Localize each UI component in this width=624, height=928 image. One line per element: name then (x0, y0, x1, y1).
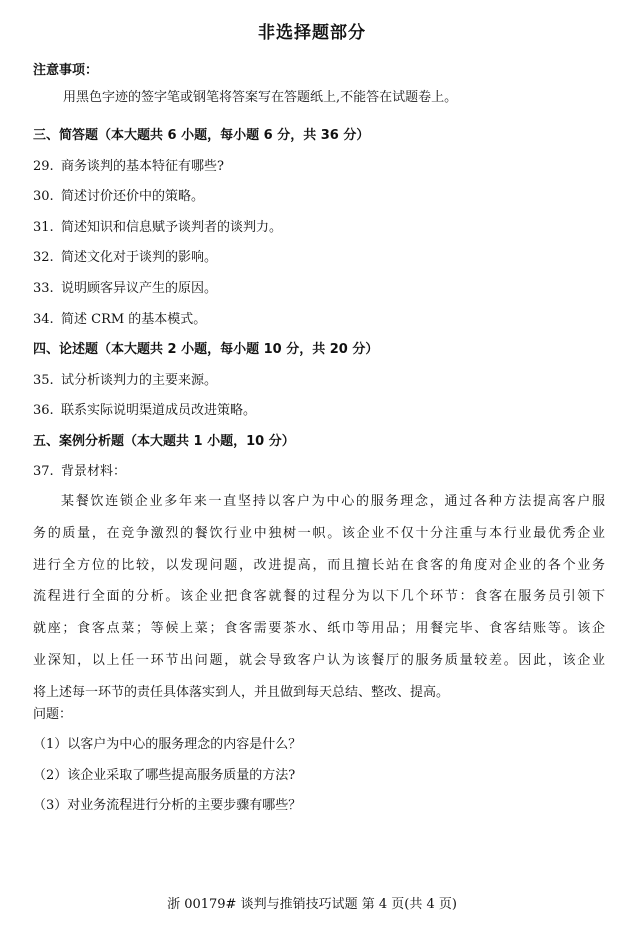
question-number: 36. (33, 403, 54, 418)
question-number: 37. (33, 464, 54, 479)
question-36 (33, 399, 256, 418)
question-number: 35. (33, 373, 54, 388)
question-text: 商务谈判的基本特征有哪些? (61, 159, 224, 174)
question-33 (33, 277, 217, 296)
case-line: 将上述每一环节的责任具体落实到人，并且做到每天总结、整改、提高。 (33, 684, 450, 700)
case-line: 某餐饮连锁企业多年来一直坚持以客户为中心的服务理念，通过各种方法提高客户服 (61, 494, 605, 509)
question-number: 34. (33, 312, 54, 327)
question-29 (33, 155, 224, 174)
question-text: 联系实际说明渠道成员改进策略。 (61, 403, 257, 418)
question-30 (33, 185, 204, 204)
question-text: 简述 CRM 的基本模式。 (61, 312, 207, 327)
question-number: 29. (33, 159, 54, 174)
sub-question-3: （3）对业务流程进行分析的主要步骤有哪些？ (33, 798, 302, 813)
sub-question-1: （1）以客户为中心的服务理念的内容是什么？ (33, 737, 302, 752)
notes-text: 用黑色字迹的签字笔或钢笔将答案写在答题纸上,不能答在试题卷上。 (63, 90, 458, 105)
case-line: 进行全方位的比较，以发现问题，改进提高，而且擅长站在食客的角度对企业的各个业务 (33, 557, 605, 573)
notes-heading: 注意事项： (33, 63, 99, 78)
question-34 (33, 308, 206, 327)
question-text: 简述文化对于谈判的影响。 (61, 250, 218, 265)
question-35 (33, 369, 217, 388)
question-text: 背景材料： (61, 464, 127, 479)
case-line: 就座；食客点菜；等候上菜；食客需要茶水、纸巾等用品；用餐完毕、食客结账等。该企 (33, 621, 605, 637)
question-number: 33. (33, 281, 54, 296)
question-text: 简述知识和信息赋予谈判者的谈判力。 (61, 220, 283, 235)
page-footer: 浙 00179# 谈判与推销技巧试题 第 4 页(共 4 页) (167, 897, 457, 912)
question-number: 30. (33, 189, 54, 204)
section-heading-short-answer: 三、简答题（本大题共 6 小题，每小题 6 分，共 36 分） (33, 128, 370, 143)
question-31 (33, 216, 282, 235)
section-heading-case-analysis: 五、案例分析题（本大题共 1 小题，10 分） (33, 434, 295, 449)
sub-question-2: （2）该企业采取了哪些提高服务质量的方法? (33, 768, 296, 783)
question-32 (33, 246, 217, 265)
question-text: 试分析谈判力的主要来源。 (61, 373, 218, 388)
question-number: 31. (33, 220, 54, 235)
section-heading-essay: 四、论述题（本大题共 2 小题，每小题 10 分，共 20 分） (33, 342, 379, 357)
page-title: 非选择题部分 (258, 23, 366, 43)
questions-label: 问题： (33, 707, 73, 722)
question-37 (33, 460, 126, 479)
case-line: 务的质量，在竞争激烈的餐饮行业中独树一帜。该企业不仅十分注重与本行业最优秀企业 (33, 525, 605, 541)
case-material (33, 486, 605, 709)
case-line: 流程进行全面的分析。该企业把食客就餐的过程分为以下几个环节：食客在服务员引领下 (33, 589, 605, 605)
question-text: 简述讨价还价中的策略。 (61, 189, 205, 204)
question-number: 32. (33, 250, 54, 265)
case-line: 业深知，以上任一环节出问题，就会导致客户认为该餐厅的服务质量较差。因此，该企业 (33, 652, 605, 668)
question-text: 说明顾客异议产生的原因。 (61, 281, 218, 296)
